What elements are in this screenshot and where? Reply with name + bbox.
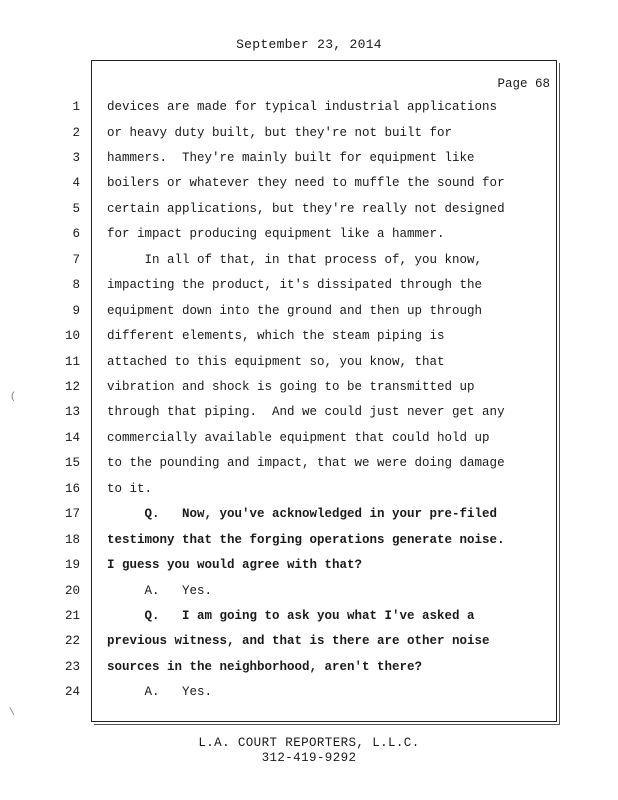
line-text: hammers. They're mainly built for equipment like — [107, 150, 475, 165]
line-number: 7 — [72, 252, 80, 267]
line-number: 12 — [64, 379, 80, 394]
transcript-line — [0, 453, 618, 473]
line-number: 10 — [64, 329, 80, 343]
transcript-line — [0, 250, 618, 270]
line-text: boilers or whatever they need to muffle the sound for — [107, 176, 505, 191]
transcript-line — [0, 148, 618, 168]
transcript-line — [0, 402, 618, 422]
line-text: previous witness, and that is there are other noise — [107, 634, 490, 649]
line-text: or heavy duty built, but they're not built for — [107, 125, 453, 140]
line-text: certain applications, but they're really not designed — [107, 201, 505, 216]
line-number: 17 — [64, 507, 80, 522]
line-text: In all of that, in that process of, you know, — [107, 252, 483, 267]
court-reporter-phone: 312-419-9292 — [261, 751, 357, 765]
line-text: impacting the product, it's dissipated through the — [107, 278, 483, 293]
transcript-date: September 23, 2014 — [236, 37, 382, 52]
margin-speck: ( — [10, 392, 17, 403]
page-number: Page 68 — [497, 77, 550, 91]
line-number: 21 — [64, 609, 80, 623]
line-number: 20 — [64, 583, 80, 598]
line-text: A. Yes. — [107, 685, 213, 700]
line-number: 5 — [72, 201, 80, 216]
margin-speck: \ — [9, 708, 16, 719]
transcript-line — [0, 606, 618, 626]
line-number: 23 — [64, 659, 80, 674]
transcript-line — [0, 428, 618, 448]
line-text: equipment down into the ground and then up through — [107, 303, 483, 318]
transcript-line — [0, 555, 618, 575]
line-number: 8 — [72, 278, 80, 293]
line-text: for impact producing equipment like a hammer. — [107, 227, 445, 242]
line-number: 11 — [64, 354, 80, 369]
transcript-line — [0, 352, 618, 372]
transcript-line — [0, 173, 618, 193]
line-number: 19 — [64, 558, 80, 573]
line-text: different elements, which the steam piping is — [107, 329, 445, 343]
line-number: 15 — [64, 456, 80, 471]
line-text: through that piping. And we could just never get any — [107, 405, 505, 420]
line-text: to it. — [107, 481, 153, 496]
line-text: to the pounding and impact, that we were doing damage — [107, 456, 505, 471]
transcript-line — [0, 377, 618, 397]
transcript-line — [0, 123, 618, 143]
line-text: testimony that the forging operations generate noise. — [107, 532, 505, 547]
line-text: devices are made for typical industrial applications — [107, 100, 498, 114]
line-text: A. Yes. — [107, 583, 213, 598]
line-number: 24 — [64, 685, 80, 700]
line-text: Q. Now, you've acknowledged in your pre-filed — [107, 507, 498, 522]
transcript-line — [0, 530, 618, 550]
line-number: 6 — [72, 227, 80, 242]
line-text: sources in the neighborhood, aren't there? — [107, 659, 423, 674]
transcript-line — [0, 275, 618, 295]
transcript-line — [0, 504, 618, 524]
line-number: 18 — [64, 532, 80, 547]
transcript-line — [0, 581, 618, 601]
transcript-line — [0, 97, 618, 117]
line-text: I guess you would agree with that? — [107, 558, 363, 573]
line-number: 3 — [72, 150, 80, 165]
transcript-line — [0, 301, 618, 321]
court-reporter-name: L.A. COURT REPORTERS, L.L.C. — [198, 736, 420, 750]
transcript-line — [0, 657, 618, 677]
line-number: 13 — [64, 405, 80, 420]
transcript-line — [0, 682, 618, 702]
line-text: commercially available equipment that could hold up — [107, 430, 490, 445]
line-number: 22 — [64, 634, 80, 649]
line-number: 16 — [64, 481, 80, 496]
line-number: 1 — [72, 100, 80, 114]
line-text: vibration and shock is going to be transmitted up — [107, 379, 475, 394]
transcript-line — [0, 479, 618, 499]
transcript-line — [0, 199, 618, 219]
transcript-line — [0, 631, 618, 651]
line-text: Q. I am going to ask you what I've asked a — [107, 609, 475, 623]
line-number: 9 — [72, 303, 80, 318]
line-number: 2 — [72, 125, 80, 140]
transcript-line — [0, 224, 618, 244]
line-number: 14 — [64, 430, 80, 445]
line-text: attached to this equipment so, you know, that — [107, 354, 445, 369]
transcript-line — [0, 326, 618, 346]
line-number: 4 — [72, 176, 80, 191]
